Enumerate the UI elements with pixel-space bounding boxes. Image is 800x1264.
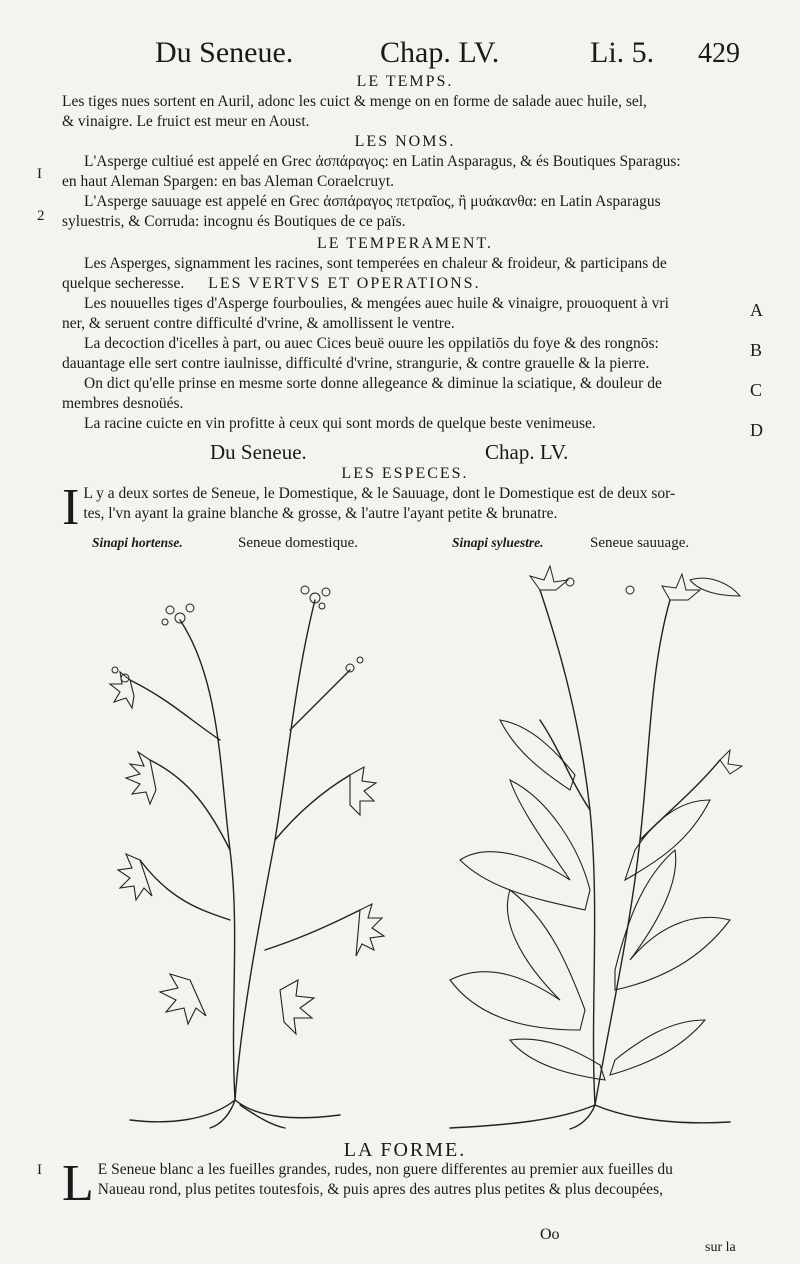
text-line: La decoction d'icelles à part, ou auec Cices beuë ouure les oppilatiōs du foye & des rongnōs:	[84, 335, 659, 352]
catchword: sur la	[705, 1240, 736, 1255]
text-line	[62, 274, 748, 294]
text-line: en haut Aleman Spargen: en bas Aleman Coraelcruyt.	[62, 173, 395, 190]
heading-forme: LA FORME.	[343, 1139, 467, 1161]
heading-especes: LES ESPECES.	[341, 465, 469, 482]
margin-note: I	[37, 1162, 42, 1178]
text-line: Les nouuelles tiges d'Asperge fourboulies, & mengées auec huile & vinaigre, prouoquent à vri	[84, 295, 669, 312]
caption-latin-right: Sinapi syluestre.	[452, 535, 544, 550]
text-line: E Seneue blanc a les fueilles grandes, rudes, non guere differentes au premier aux fueilles du	[97, 1161, 673, 1178]
paragraph	[62, 92, 748, 132]
text-line: La racine cuicte en vin profitte à ceux qui sont mords de quelque beste venimeuse.	[84, 415, 596, 432]
drop-cap: L	[62, 1155, 94, 1212]
text-line: Naueau rond, plus petites toutesfois, & puis apres des autres plus petites & plus decoupées,	[97, 1181, 663, 1198]
chapter-title: Du Seneue.	[210, 440, 307, 464]
paragraph	[62, 1155, 748, 1212]
margin-note: I	[37, 166, 42, 182]
section-vertus	[62, 294, 748, 434]
text-line: syluestris, & Corruda: incognu és Boutiques de ce païs.	[62, 213, 406, 230]
text-line: L y a deux sortes de Seneue, le Domestique, & le Sauuage, dont le Domestique est de deux sor-	[83, 485, 676, 502]
text-line: L'Asperge cultiué est appelé en Grec ἀσπάραγος: en Latin Asparagus, & és Boutiques Sparagus:	[84, 153, 681, 170]
paragraph	[62, 254, 748, 294]
drop-cap: I	[62, 479, 80, 536]
page-number: 429	[698, 38, 740, 69]
plant-illustration-wild	[420, 560, 750, 1130]
chapter-number: Chap. LV.	[485, 440, 569, 464]
paragraph	[62, 152, 748, 232]
section-forme	[62, 1139, 748, 1212]
caption-french-left: Seneue domestique.	[238, 535, 358, 551]
heading-vertus: LES VERTVS ET OPERATIONS.	[208, 275, 481, 292]
margin-letter: D	[750, 420, 763, 440]
margin-note: 2	[37, 208, 45, 224]
margin-letter: C	[750, 380, 763, 400]
text-line: On dict qu'elle prinse en mesme sorte donne allegeance & diminue la sciatique, & douleur de	[84, 375, 662, 392]
section-les-noms	[62, 132, 748, 232]
heading-le-temps: LE TEMPS.	[356, 73, 454, 90]
text-line: dauantage elle sert contre iaulnisse, difficulté d'vrine, strangurie, & contre grauelle & la pierre.	[62, 355, 650, 372]
heading-les-noms: LES NOMS.	[354, 133, 456, 150]
header-chapter: Chap. LV.	[380, 36, 500, 69]
section-especes	[62, 464, 748, 536]
text-line: Les Asperges, signamment les racines, sont temperées en chaleur & froideur, & participans de	[84, 255, 667, 272]
plant-illustration-domestic	[70, 560, 400, 1130]
margin-letter: A	[750, 300, 763, 320]
caption-french-right: Seneue sauuage.	[590, 535, 690, 551]
text-fragment: quelque secheresse.	[62, 275, 185, 292]
text-line: Les tiges nues sortent en Auril, adonc les cuict & menge on en forme de salade auec huile, sel,	[62, 93, 647, 110]
caption-latin-left: Sinapi hortense.	[92, 535, 183, 550]
section-le-temps	[62, 72, 748, 132]
signature-mark: Oo	[540, 1226, 560, 1243]
heading-temperament: LE TEMPERAMENT.	[316, 235, 494, 252]
header-title: Du Seneue.	[155, 36, 294, 69]
section-temperament	[62, 234, 748, 294]
text-line: membres desnoüés.	[62, 395, 184, 412]
running-header	[120, 28, 760, 78]
margin-letter: B	[750, 340, 763, 360]
text-line: & vinaigre. Le fruict est meur en Aoust.	[62, 113, 310, 130]
paragraph	[62, 479, 748, 536]
text-line: ner, & seruent contre difficulté d'vrine, & amollissent le ventre.	[62, 315, 455, 332]
header-book: Li. 5.	[590, 36, 655, 69]
text-line: tes, l'vn ayant la graine blanche & grosse, & l'autre l'ayant petite & brunatre.	[83, 505, 558, 522]
paragraph	[62, 294, 748, 434]
text-line: L'Asperge sauuage est appelé en Grec ἀσπάραγος πετραῖος, ἢ μυάκανθα: en Latin Asparagus	[84, 193, 661, 210]
